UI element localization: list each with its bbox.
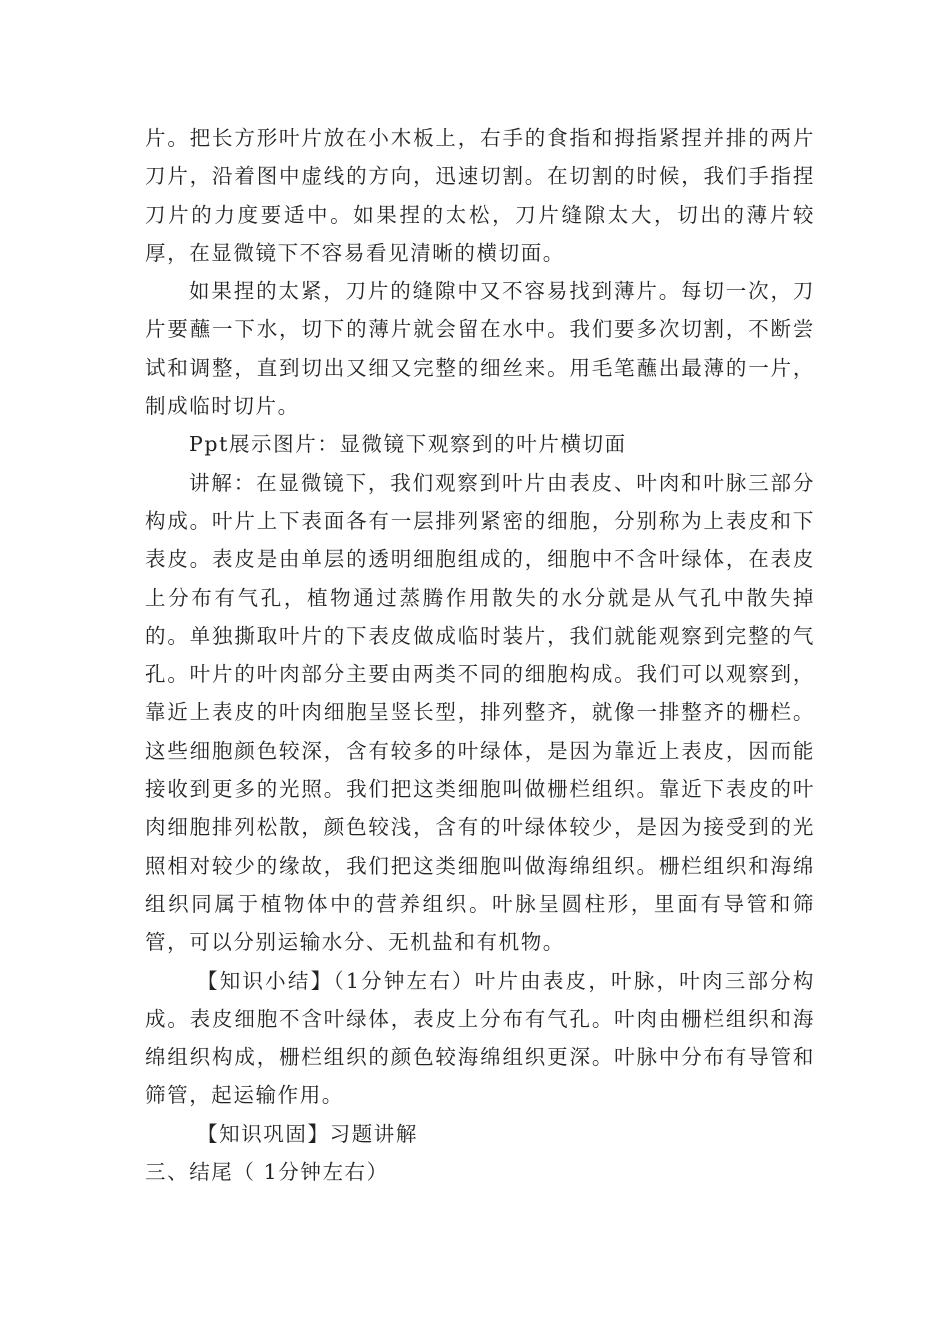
paragraph-slicing-method: 片。把长方形叶片放在小木板上，右手的食指和拇指紧捏并排的两片刀片，沿着图中虚线的方向，迅速切割。在切割的时候，我们手指捏刀片的力度要适中。如果捏的太松，刀片缝隙太大，切出的薄片较厚，在显微镜下不容易看见清晰的横切面。 xyxy=(145,126,815,265)
document-body xyxy=(145,119,815,1191)
paragraph-explanation: 讲解：在显微镜下，我们观察到叶片由表皮、叶肉和叶脉三部分构成。叶片上下表面各有一层排列紧密的细胞，分别称为上表皮和下表皮。表皮是由单层的透明细胞组成的，细胞中不含叶绿体，在表皮上分布有气孔，植物通过蒸腾作用散失的水分就是从气孔中散失掉的。单独撕取叶片的下表皮做成临时装片，我们就能观察到完整的气孔。叶片的叶肉部分主要由两类不同的细胞构成。我们可以观察到，靠近上表皮的叶肉细胞呈竖长型，排列整齐，就像一排整齐的栅栏。这些细胞颜色较深，含有较多的叶绿体，是因为靠近上表皮，因而能接收到更多的光照。我们把这类细胞叫做栅栏组织。靠近下表皮的叶肉细胞排列松散，颜色较浅，含有的叶绿体较少，是因为接受到的光照相对较少的缘故，我们把这类细胞叫做海绵组织。栅栏组织和海绵组织同属于植物体中的营养组织。叶脉呈圆柱形，里面有导管和筛管，可以分别运输水分、无机盐和有机物。 xyxy=(145,470,815,955)
paragraph-knowledge-summary: 【知识小结】（1分钟左右）叶片由表皮，叶脉，叶肉三部分构成。表皮细胞不含叶绿体，表皮上分布有气孔。叶肉由栅栏组织和海绵组织构成，栅栏组织的颜色较海绵组织更深。叶脉中分布有导管和筛管，起运输作用。 xyxy=(145,968,815,1108)
paragraph-knowledge-consolidation: 【知识巩固】习题讲解 xyxy=(197,1121,418,1146)
paragraph-ppt-display: Ppt展示图片：显微镜下观察到的叶片横切面 xyxy=(189,432,627,457)
paragraph-slicing-tips: 如果捏的太紧，刀片的缝隙中又不容易找到薄片。每切一次，刀片要蘸一下水，切下的薄片就会留在水中。我们要多次切割，不断尝试和调整，直到切出又细又完整的细丝来。用毛笔蘸出最薄的一片，制成临时切片。 xyxy=(145,279,815,419)
section-heading-ending: 三、结尾（ 1分钟左右） xyxy=(145,1160,389,1185)
